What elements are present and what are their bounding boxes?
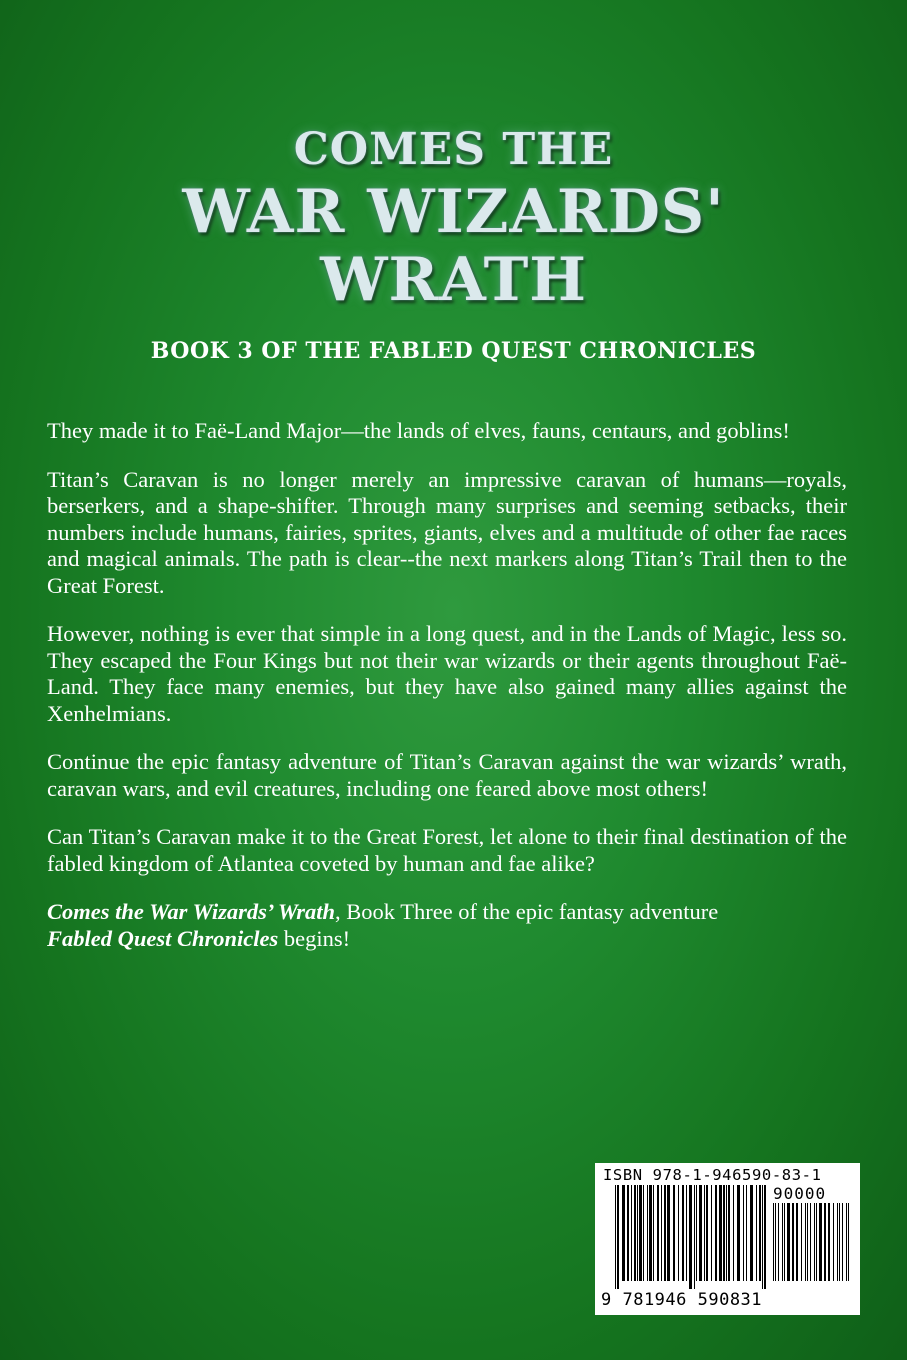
title-line-3: WRATH: [320, 245, 587, 315]
barcode-bar: [787, 1203, 790, 1281]
barcode-bar: [842, 1203, 843, 1281]
barcode-bar: [848, 1203, 849, 1281]
barcode-bar: [819, 1203, 822, 1281]
barcode-bar: [816, 1203, 817, 1281]
blurb-paragraph: Continue the epic fantasy adventure of Titan’s Caravan against the war wizards’ wrath, caravan wars, and evil creatures, including one feared above most others!: [47, 749, 847, 801]
book-title-italic: Comes the War Wizards’ Wrath: [47, 899, 335, 924]
barcode-bar: [622, 1185, 625, 1281]
barcode-bar: [696, 1185, 697, 1281]
barcode-bar: [759, 1185, 761, 1281]
barcode-bar: [667, 1185, 670, 1281]
closing-text: , Book Three of the epic fantasy adventure: [335, 899, 719, 924]
barcode-bar: [750, 1185, 753, 1281]
barcode-bar: [664, 1185, 666, 1281]
barcode-bar: [637, 1185, 638, 1281]
barcode-bar: [627, 1185, 629, 1281]
barcode-bar: [617, 1185, 619, 1289]
barcode-bar: [839, 1203, 840, 1281]
barcode-bar: [784, 1203, 785, 1281]
barcode-bar: [694, 1185, 695, 1289]
barcode-bar: [723, 1185, 725, 1281]
barcode-bar: [719, 1185, 722, 1281]
barcode-bar: [807, 1203, 808, 1281]
barcode-bar: [846, 1203, 847, 1281]
barcode-bar: [801, 1203, 802, 1281]
isbn-number: ISBN 978-1-946590-83-1: [603, 1166, 822, 1184]
series-subtitle: BOOK 3 OF THE FABLED QUEST CHRONICLES: [150, 338, 757, 364]
title-line-2: WAR WIZARDS': [182, 177, 725, 247]
barcode-bar: [773, 1203, 774, 1281]
barcode-bar: [715, 1185, 717, 1281]
barcode-bar: [661, 1185, 662, 1281]
closing-text-end: begins!: [278, 925, 351, 951]
barcode-bar: [634, 1185, 636, 1281]
barcode-bar: [657, 1185, 659, 1281]
barcode-bar: [824, 1203, 826, 1281]
price-code: 90000: [773, 1184, 827, 1203]
barcode-bar: [756, 1185, 757, 1281]
barcode-bar: [643, 1185, 644, 1281]
barcode-bar: [805, 1203, 806, 1281]
barcode-bar: [782, 1203, 783, 1281]
blurb-closing-paragraph: [47, 899, 847, 952]
barcode-bar: [764, 1185, 766, 1289]
barcode-bar: [746, 1185, 747, 1281]
barcode-addon-bars: [773, 1203, 851, 1289]
barcode-bar: [711, 1185, 712, 1281]
barcode-bar: [706, 1185, 708, 1281]
title-line-1: COMES THE: [293, 124, 614, 175]
barcode-bar: [737, 1185, 740, 1281]
barcode-bar: [639, 1185, 642, 1281]
barcode-bar: [649, 1185, 652, 1281]
blurb-text: [47, 418, 847, 974]
blurb-paragraph: However, nothing is ever that simple in a long quest, and in the Lands of Magic, less so. They escaped the Four Kings but not their war wizards or their agents throughout Faë-Land. They face many enemies, but they have also gained many allies against the Xenhelmians.: [47, 621, 847, 726]
barcode-bar: [631, 1185, 632, 1281]
blurb-paragraph: They made it to Faë-Land Major—the lands of elves, fauns, centaurs, and goblins!: [47, 418, 790, 443]
barcode-bar: [792, 1203, 794, 1281]
barcode-bar: [733, 1185, 734, 1281]
barcode-bar: [762, 1185, 763, 1289]
barcode-bar: [704, 1185, 705, 1281]
barcode-main-bars: [615, 1185, 767, 1289]
barcode-bar: [728, 1185, 730, 1281]
barcode-bar: [678, 1185, 679, 1281]
barcode-bar: [837, 1203, 838, 1281]
barcode-bar: [796, 1203, 798, 1281]
blurb-paragraph: Can Titan’s Caravan make it to the Great Forest, let alone to their final destination of the fabled kingdom of Atlantea coveted by human and fae alike?: [47, 824, 847, 876]
barcode-bar: [726, 1185, 727, 1281]
barcode-bar: [810, 1203, 811, 1281]
barcode-bar: [833, 1203, 834, 1281]
barcode-bar: [699, 1185, 702, 1281]
barcode-bar: [828, 1203, 830, 1281]
barcode-bar: [615, 1185, 616, 1289]
barcode-bar: [653, 1185, 654, 1281]
barcode-bar: [686, 1185, 687, 1281]
barcode-bar: [673, 1185, 675, 1281]
book-title: [0, 124, 907, 315]
barcode-bar: [743, 1185, 744, 1281]
barcode-bar: [778, 1203, 779, 1281]
isbn-barcode: [595, 1163, 860, 1315]
barcode-bar: [689, 1185, 692, 1289]
blurb-paragraph: Titan’s Caravan is no longer merely an impressive caravan of humans—royals, berserkers, and a shape-shifter. Through many surprises and seeming setbacks, their numbers include humans, fairies, sprites, giants, elves and a multitude of other fae races and magical animals. The path is clear--the next markers along Titan’s Trail then to the Great Forest.: [47, 466, 847, 598]
barcode-digits: 9 781946 590831: [601, 1290, 763, 1310]
barcode-bar: [814, 1203, 815, 1281]
barcode-bar: [682, 1185, 684, 1281]
barcode-bar: [775, 1203, 776, 1281]
barcode-bar: [647, 1185, 648, 1281]
series-title-italic: Fabled Quest Chronicles: [47, 925, 279, 951]
